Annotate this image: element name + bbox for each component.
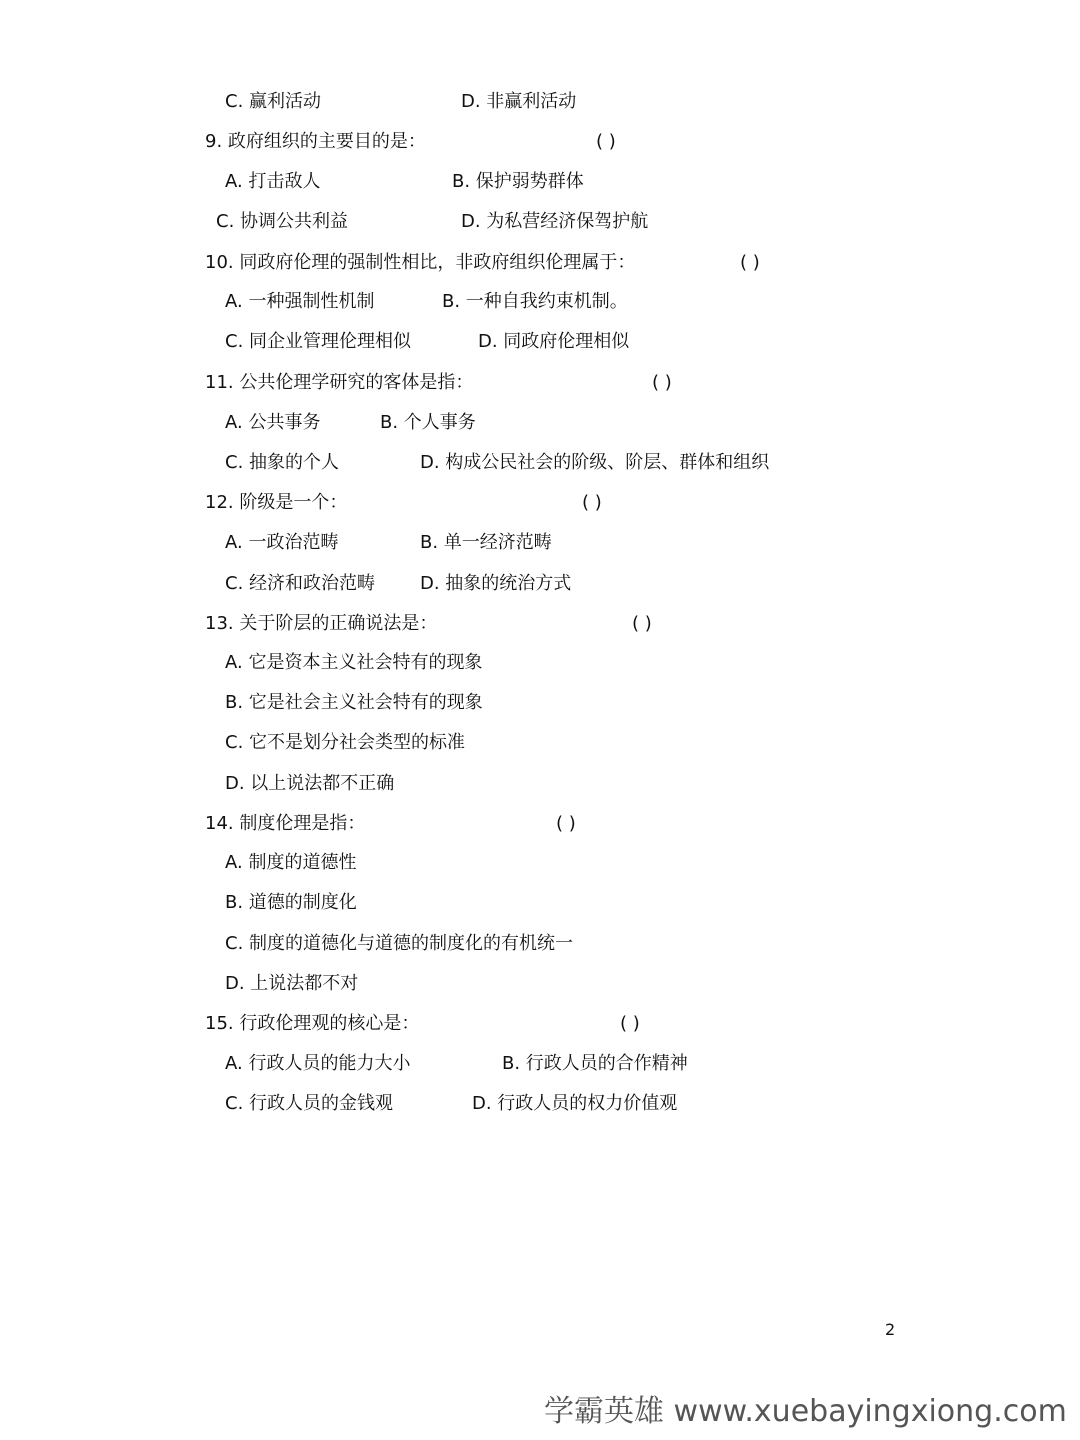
q14-option-b: B. 道德的制度化 — [225, 892, 357, 913]
q15-answer-paren: ( ) — [620, 1013, 640, 1034]
q15-stem: 15. 行政伦理观的核心是： — [205, 1013, 420, 1034]
q8-option-c: C. 赢利活动 — [225, 91, 322, 112]
q11-option-c: C. 抽象的个人 — [225, 452, 340, 473]
q9-option-c: C. 协调公共利益 — [216, 211, 349, 232]
q12-option-b: B. 单一经济范畴 — [420, 532, 552, 553]
q11-answer-paren: ( ) — [652, 372, 672, 393]
q9-option-d: D. 为私营经济保驾护航 — [461, 211, 649, 232]
q9-stem: 9. 政府组织的主要目的是： — [205, 131, 426, 152]
q15-option-c: C. 行政人员的金钱观 — [225, 1093, 394, 1114]
q13-option-b: B. 它是社会主义社会特有的现象 — [225, 692, 483, 713]
q10-answer-paren: ( ) — [740, 252, 760, 273]
q13-option-c: C. 它不是划分社会类型的标准 — [225, 732, 466, 753]
q15-option-d: D. 行政人员的权力价值观 — [472, 1093, 678, 1114]
q8-option-d: D. 非赢利活动 — [461, 91, 577, 112]
q15-option-a: A. 行政人员的能力大小 — [225, 1053, 411, 1074]
page-number: 2 — [885, 1320, 896, 1339]
q13-answer-paren: ( ) — [632, 613, 652, 634]
q10-option-c: C. 同企业管理伦理相似 — [225, 331, 412, 352]
q11-option-d: D. 构成公民社会的阶级、阶层、群体和组织 — [420, 452, 770, 473]
q10-option-d: D. 同政府伦理相似 — [478, 331, 630, 352]
q12-option-c: C. 经济和政治范畴 — [225, 573, 376, 594]
q15-option-b: B. 行政人员的合作精神 — [502, 1053, 688, 1074]
q13-stem: 13. 关于阶层的正确说法是： — [205, 613, 438, 634]
q14-answer-paren: ( ) — [556, 813, 576, 834]
q10-option-b: B. 一种自我约束机制。 — [442, 291, 628, 312]
q11-option-a: A. 公共事务 — [225, 412, 321, 433]
q14-option-c: C. 制度的道德化与道德的制度化的有机统一 — [225, 933, 574, 954]
q11-stem: 11. 公共伦理学研究的客体是指： — [205, 372, 474, 393]
q9-answer-paren: ( ) — [596, 131, 616, 152]
q9-option-a: A. 打击敌人 — [225, 171, 321, 192]
q12-option-a: A. 一政治范畴 — [225, 532, 339, 553]
q10-stem: 10. 同政府伦理的强制性相比，非政府组织伦理属于： — [205, 252, 636, 273]
q11-option-b: B. 个人事务 — [380, 412, 476, 433]
q9-option-b: B. 保护弱势群体 — [452, 171, 584, 192]
q12-stem: 12. 阶级是一个： — [205, 492, 348, 513]
q12-answer-paren: ( ) — [582, 492, 602, 513]
q14-option-d: D. 上说法都不对 — [225, 973, 359, 994]
q10-option-a: A. 一种强制性机制 — [225, 291, 375, 312]
q12-option-d: D. 抽象的统治方式 — [420, 573, 572, 594]
q14-stem: 14. 制度伦理是指： — [205, 813, 366, 834]
q13-option-a: A. 它是资本主义社会特有的现象 — [225, 652, 483, 673]
q14-option-a: A. 制度的道德性 — [225, 852, 357, 873]
q13-option-d: D. 以上说法都不正确 — [225, 773, 395, 794]
watermark: 学霸英雄 www.xuebayingxiong.com — [544, 1394, 1067, 1429]
